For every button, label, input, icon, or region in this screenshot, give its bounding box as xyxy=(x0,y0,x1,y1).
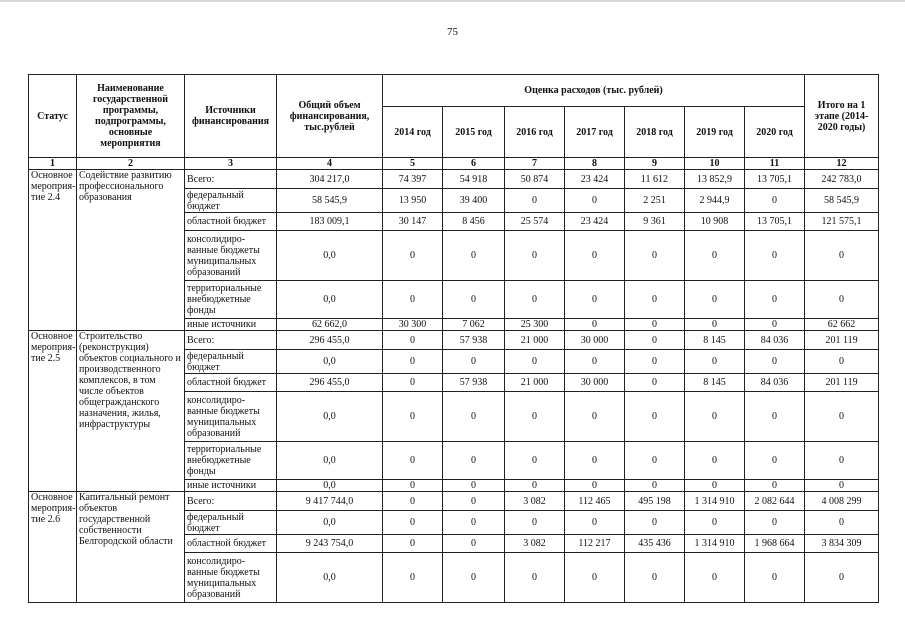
source-cell: Всего: xyxy=(185,331,277,350)
total-cell: 58 545,9 xyxy=(277,189,383,213)
year-value-cell: 0 xyxy=(625,319,685,331)
year-value-cell: 0 xyxy=(625,281,685,319)
year-value-cell: 0 xyxy=(443,442,505,480)
header-sources: Источники финансирования xyxy=(185,75,277,158)
total-cell: 296 455,0 xyxy=(277,331,383,350)
status-cell: Основное мероприя-тие 2.6 xyxy=(29,492,77,603)
year-value-cell: 0 xyxy=(443,535,505,553)
year-value-cell: 9 361 xyxy=(625,213,685,231)
total-cell: 0,0 xyxy=(277,392,383,442)
year-value-cell: 0 xyxy=(685,350,745,374)
year-value-cell: 0 xyxy=(625,480,685,492)
year-value-cell: 0 xyxy=(565,511,625,535)
total-cell: 0,0 xyxy=(277,231,383,281)
year-value-cell: 0 xyxy=(685,231,745,281)
year-value-cell: 0 xyxy=(685,442,745,480)
year-value-cell: 0 xyxy=(685,392,745,442)
year-value-cell: 0 xyxy=(685,480,745,492)
itog-cell: 0 xyxy=(805,511,879,535)
header-itog: Итого на 1 этапе (2014-2020 годы) xyxy=(805,75,879,158)
year-value-cell: 13 852,9 xyxy=(685,170,745,189)
itog-cell: 0 xyxy=(805,553,879,603)
year-value-cell: 0 xyxy=(505,350,565,374)
year-value-cell: 0 xyxy=(383,281,443,319)
table-row xyxy=(29,331,879,350)
year-value-cell: 0 xyxy=(745,480,805,492)
column-number: 6 xyxy=(443,158,505,170)
total-cell: 9 243 754,0 xyxy=(277,535,383,553)
itog-cell: 58 545,9 xyxy=(805,189,879,213)
year-value-cell: 0 xyxy=(685,511,745,535)
header-total: Общий объем финансирования, тыс.рублей xyxy=(277,75,383,158)
itog-cell: 3 834 309 xyxy=(805,535,879,553)
year-value-cell: 0 xyxy=(625,553,685,603)
year-value-cell: 2 251 xyxy=(625,189,685,213)
header-year: 2018 год xyxy=(625,107,685,158)
total-cell: 296 455,0 xyxy=(277,374,383,392)
source-cell: консолидиро-ванные бюджеты муниципальных образований xyxy=(185,553,277,603)
year-value-cell: 0 xyxy=(505,392,565,442)
year-value-cell: 13 705,1 xyxy=(745,213,805,231)
year-value-cell: 0 xyxy=(625,511,685,535)
year-value-cell: 0 xyxy=(383,492,443,511)
year-value-cell: 10 908 xyxy=(685,213,745,231)
column-number: 1 xyxy=(29,158,77,170)
itog-cell: 242 783,0 xyxy=(805,170,879,189)
year-value-cell: 0 xyxy=(565,553,625,603)
header-status: Статус xyxy=(29,75,77,158)
source-cell: консолидиро-ванные бюджеты муниципальных образований xyxy=(185,392,277,442)
year-value-cell: 8 145 xyxy=(685,374,745,392)
itog-cell: 201 119 xyxy=(805,374,879,392)
page-number: 75 xyxy=(447,26,458,38)
budget-table xyxy=(28,74,879,603)
column-number: 4 xyxy=(277,158,383,170)
year-value-cell: 0 xyxy=(745,553,805,603)
year-value-cell: 21 000 xyxy=(505,374,565,392)
itog-cell: 0 xyxy=(805,392,879,442)
column-number: 5 xyxy=(383,158,443,170)
measure-name-cell: Содействие развитию профессионального образования xyxy=(77,170,185,331)
column-number: 10 xyxy=(685,158,745,170)
itog-cell: 0 xyxy=(805,480,879,492)
year-value-cell: 0 xyxy=(565,319,625,331)
year-value-cell: 0 xyxy=(383,231,443,281)
year-value-cell: 1 968 664 xyxy=(745,535,805,553)
year-value-cell: 0 xyxy=(383,553,443,603)
year-value-cell: 0 xyxy=(443,281,505,319)
total-cell: 0,0 xyxy=(277,350,383,374)
year-value-cell: 0 xyxy=(383,331,443,350)
year-value-cell: 7 062 xyxy=(443,319,505,331)
year-value-cell: 13 950 xyxy=(383,189,443,213)
year-value-cell: 0 xyxy=(383,442,443,480)
year-value-cell: 30 300 xyxy=(383,319,443,331)
table-row xyxy=(29,492,879,511)
column-number: 12 xyxy=(805,158,879,170)
itog-cell: 201 119 xyxy=(805,331,879,350)
year-value-cell: 0 xyxy=(565,189,625,213)
total-cell: 183 009,1 xyxy=(277,213,383,231)
year-value-cell: 0 xyxy=(383,374,443,392)
header-year: 2017 год xyxy=(565,107,625,158)
source-cell: областной бюджет xyxy=(185,374,277,392)
year-value-cell: 30 000 xyxy=(565,331,625,350)
source-cell: иные источники xyxy=(185,319,277,331)
itog-cell: 0 xyxy=(805,281,879,319)
year-value-cell: 2 944,9 xyxy=(685,189,745,213)
year-value-cell: 0 xyxy=(745,511,805,535)
year-value-cell: 1 314 910 xyxy=(685,492,745,511)
year-value-cell: 0 xyxy=(565,442,625,480)
year-value-cell: 74 397 xyxy=(383,170,443,189)
source-cell: Всего: xyxy=(185,492,277,511)
year-value-cell: 0 xyxy=(565,392,625,442)
column-number: 9 xyxy=(625,158,685,170)
status-cell: Основное мероприя-тие 2.5 xyxy=(29,331,77,492)
year-value-cell: 0 xyxy=(745,281,805,319)
year-value-cell: 0 xyxy=(505,480,565,492)
year-value-cell: 0 xyxy=(625,231,685,281)
header-year: 2016 год xyxy=(505,107,565,158)
scan-edge xyxy=(0,0,905,2)
year-value-cell: 0 xyxy=(625,374,685,392)
year-value-cell: 30 000 xyxy=(565,374,625,392)
itog-cell: 0 xyxy=(805,350,879,374)
column-number: 8 xyxy=(565,158,625,170)
column-number: 11 xyxy=(745,158,805,170)
itog-cell: 0 xyxy=(805,442,879,480)
table-body xyxy=(29,170,879,603)
year-value-cell: 0 xyxy=(745,319,805,331)
year-value-cell: 0 xyxy=(565,480,625,492)
year-value-cell: 0 xyxy=(443,511,505,535)
year-value-cell: 84 036 xyxy=(745,374,805,392)
year-value-cell: 0 xyxy=(565,350,625,374)
year-value-cell: 54 918 xyxy=(443,170,505,189)
source-cell: федеральный бюджет xyxy=(185,350,277,374)
year-value-cell: 84 036 xyxy=(745,331,805,350)
year-value-cell: 21 000 xyxy=(505,331,565,350)
year-value-cell: 0 xyxy=(443,392,505,442)
total-cell: 304 217,0 xyxy=(277,170,383,189)
year-value-cell: 0 xyxy=(443,231,505,281)
year-value-cell: 0 xyxy=(505,442,565,480)
year-value-cell: 0 xyxy=(505,281,565,319)
source-cell: консолидиро-ванные бюджеты муниципальных образований xyxy=(185,231,277,281)
year-value-cell: 0 xyxy=(745,442,805,480)
year-value-cell: 0 xyxy=(505,553,565,603)
year-value-cell: 0 xyxy=(505,231,565,281)
year-value-cell: 0 xyxy=(443,553,505,603)
header-year: 2019 год xyxy=(685,107,745,158)
status-cell: Основное мероприя-тие 2.4 xyxy=(29,170,77,331)
year-value-cell: 8 145 xyxy=(685,331,745,350)
year-value-cell: 11 612 xyxy=(625,170,685,189)
year-value-cell: 495 198 xyxy=(625,492,685,511)
year-value-cell: 13 705,1 xyxy=(745,170,805,189)
year-value-cell: 25 300 xyxy=(505,319,565,331)
itog-cell: 62 662 xyxy=(805,319,879,331)
year-value-cell: 23 424 xyxy=(565,170,625,189)
year-value-cell: 3 082 xyxy=(505,535,565,553)
header-estimate: Оценка расходов (тыс. рублей) xyxy=(383,75,805,107)
year-value-cell: 0 xyxy=(745,231,805,281)
header-year: 2015 год xyxy=(443,107,505,158)
year-value-cell: 39 400 xyxy=(443,189,505,213)
year-value-cell: 0 xyxy=(383,511,443,535)
header-year: 2020 год xyxy=(745,107,805,158)
measure-name-cell: Строительство (реконструкция) объектов социального и производственного комплексов, в том числе объектов общегражданского назначения, жилья, инфраструктуры xyxy=(77,331,185,492)
year-value-cell: 0 xyxy=(383,535,443,553)
source-cell: территориальные внебюджетные фонды xyxy=(185,281,277,319)
column-number: 3 xyxy=(185,158,277,170)
year-value-cell: 0 xyxy=(625,392,685,442)
year-value-cell: 2 082 644 xyxy=(745,492,805,511)
year-value-cell: 0 xyxy=(565,231,625,281)
year-value-cell: 3 082 xyxy=(505,492,565,511)
itog-cell: 121 575,1 xyxy=(805,213,879,231)
total-cell: 9 417 744,0 xyxy=(277,492,383,511)
year-value-cell: 57 938 xyxy=(443,374,505,392)
column-number: 7 xyxy=(505,158,565,170)
source-cell: территориальные внебюджетные фонды xyxy=(185,442,277,480)
year-value-cell: 112 217 xyxy=(565,535,625,553)
year-value-cell: 0 xyxy=(685,281,745,319)
year-value-cell: 1 314 910 xyxy=(685,535,745,553)
total-cell: 0,0 xyxy=(277,553,383,603)
itog-cell: 4 008 299 xyxy=(805,492,879,511)
year-value-cell: 0 xyxy=(383,350,443,374)
year-value-cell: 8 456 xyxy=(443,213,505,231)
year-value-cell: 25 574 xyxy=(505,213,565,231)
year-value-cell: 23 424 xyxy=(565,213,625,231)
total-cell: 0,0 xyxy=(277,511,383,535)
year-value-cell: 0 xyxy=(625,331,685,350)
year-value-cell: 0 xyxy=(745,350,805,374)
year-value-cell: 0 xyxy=(383,480,443,492)
source-cell: иные источники xyxy=(185,480,277,492)
year-value-cell: 0 xyxy=(443,350,505,374)
header-name: Наименование государственной программы, подпрограммы, основные мероприятия xyxy=(77,75,185,158)
total-cell: 0,0 xyxy=(277,442,383,480)
year-value-cell: 0 xyxy=(685,319,745,331)
year-value-cell: 0 xyxy=(443,480,505,492)
source-cell: Всего: xyxy=(185,170,277,189)
year-value-cell: 0 xyxy=(565,281,625,319)
total-cell: 0,0 xyxy=(277,281,383,319)
source-cell: областной бюджет xyxy=(185,213,277,231)
total-cell: 62 662,0 xyxy=(277,319,383,331)
itog-cell: 0 xyxy=(805,231,879,281)
source-cell: федеральный бюджет xyxy=(185,511,277,535)
year-value-cell: 0 xyxy=(443,492,505,511)
year-value-cell: 30 147 xyxy=(383,213,443,231)
year-value-cell: 0 xyxy=(625,442,685,480)
measure-name-cell: Капитальный ремонт объектов государственной собственности Белгородской области xyxy=(77,492,185,603)
year-value-cell: 435 436 xyxy=(625,535,685,553)
column-number: 2 xyxy=(77,158,185,170)
year-value-cell: 0 xyxy=(505,511,565,535)
year-value-cell: 0 xyxy=(745,392,805,442)
year-value-cell: 50 874 xyxy=(505,170,565,189)
year-value-cell: 0 xyxy=(383,392,443,442)
year-value-cell: 0 xyxy=(685,553,745,603)
source-cell: федеральный бюджет xyxy=(185,189,277,213)
year-value-cell: 0 xyxy=(505,189,565,213)
year-value-cell: 0 xyxy=(625,350,685,374)
table-row xyxy=(29,170,879,189)
total-cell: 0,0 xyxy=(277,480,383,492)
source-cell: областной бюджет xyxy=(185,535,277,553)
year-value-cell: 112 465 xyxy=(565,492,625,511)
header-year: 2014 год xyxy=(383,107,443,158)
year-value-cell: 0 xyxy=(745,189,805,213)
year-value-cell: 57 938 xyxy=(443,331,505,350)
